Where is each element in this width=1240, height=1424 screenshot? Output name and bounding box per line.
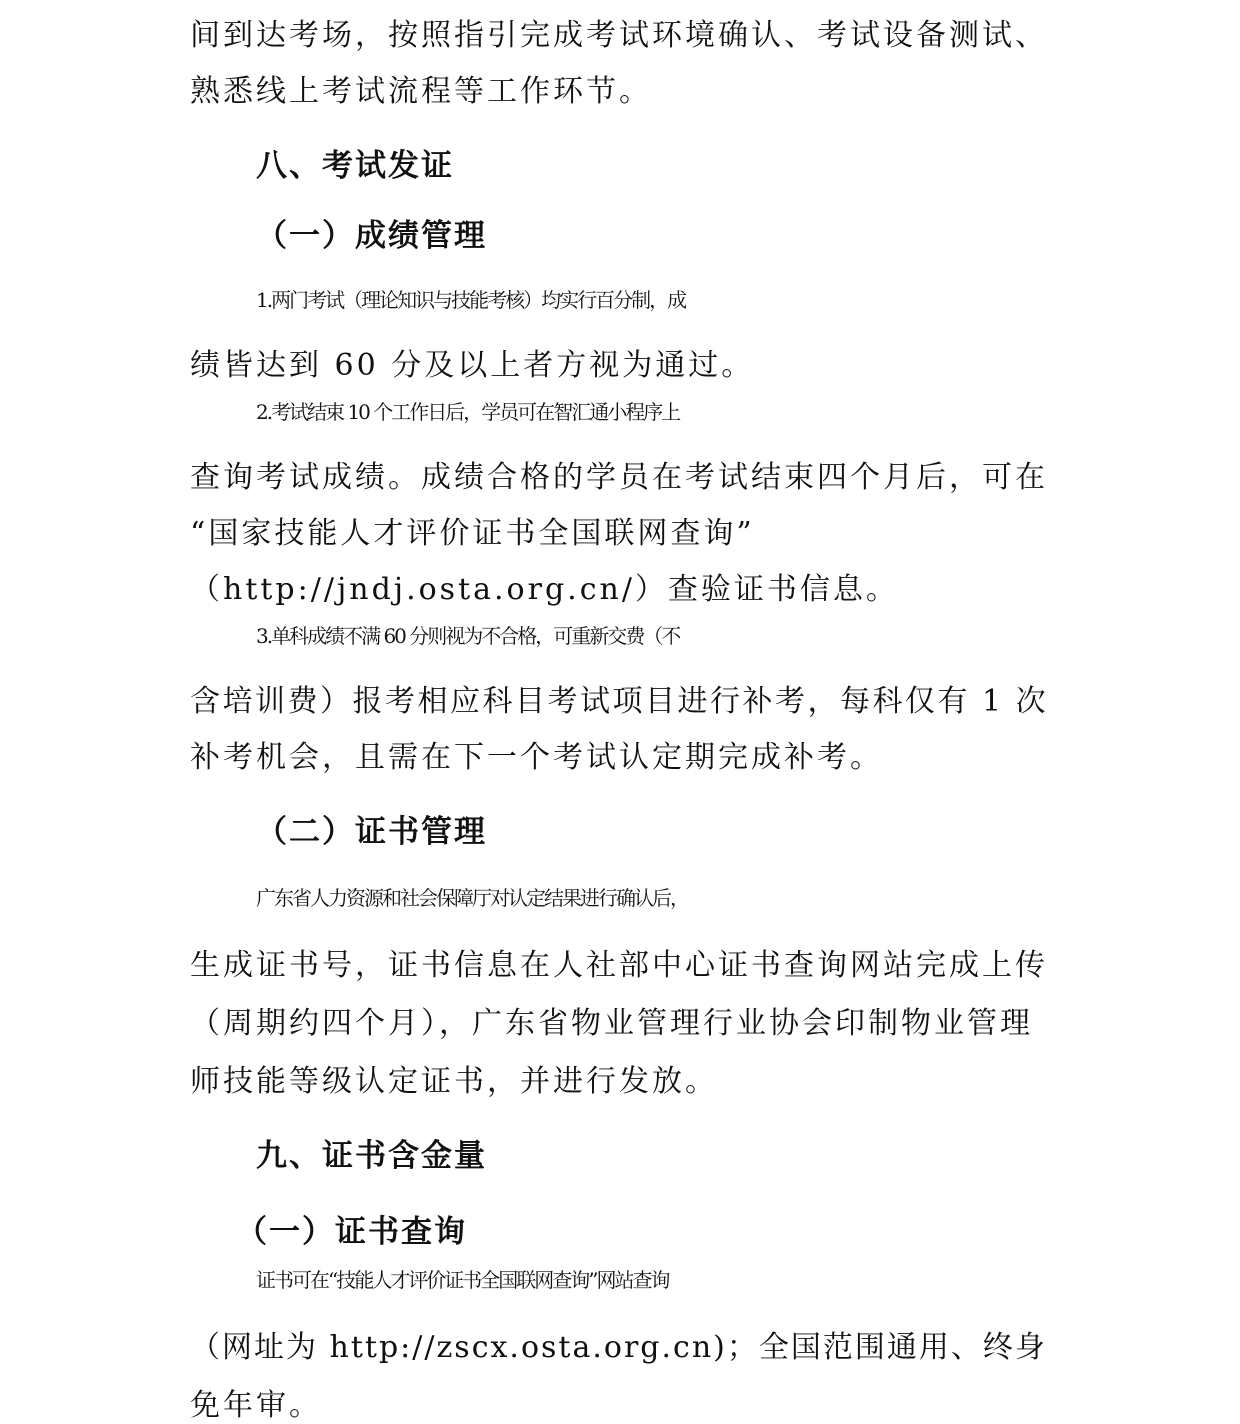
subsection-heading: （一）证书查询 (236, 1214, 467, 1250)
body-line: （周期约四个月），广东省物业管理行业协会印制物业管理 (190, 1006, 1033, 1041)
body-line: 查询考试成绩。成绩合格的学员在考试结束四个月后，可在 (190, 460, 1048, 495)
subsection-heading: （一）成绩管理 (256, 218, 487, 254)
body-line: 熟悉线上考试流程等工作环节。 (190, 74, 652, 109)
body-line: 1.两门考试（理论知识与技能考核）均实行百分制，成 (256, 288, 686, 312)
body-line: 补考机会，且需在下一个考试认定期完成补考。 (190, 740, 883, 775)
body-line: 师技能等级认定证书，并进行发放。 (190, 1064, 718, 1099)
section-heading: 八、考试发证 (256, 148, 454, 184)
body-line: 间到达考场，按照指引完成考试环境确认、考试设备测试、 (190, 18, 1048, 53)
body-line: （http://jndj.osta.org.cn/）查验证书信息。 (190, 572, 899, 607)
body-line: 证书可在“技能人才评价证书全国联网查询”网站查询 (256, 1268, 669, 1292)
section-heading: 九、证书含金量 (256, 1138, 487, 1174)
body-line: 含培训费）报考相应科目考试项目进行补考，每科仅有 1 次 (190, 684, 1049, 719)
subsection-heading: （二）证书管理 (256, 814, 487, 850)
body-line: 广东省人力资源和社会保障厅对认定结果进行确认后， (256, 886, 688, 910)
body-line: 3.单科成绩不满 60 分则视为不合格，可重新交费（不 (256, 624, 680, 648)
body-line: “国家技能人才评价证书全国联网查询” (190, 516, 755, 551)
body-line: 2.考试结束 10 个工作日后，学员可在智汇通小程序上 (256, 400, 680, 424)
body-line: （网址为 http://zscx.osta.org.cn)；全国范围通用、终身 (190, 1330, 1047, 1365)
body-line: 免年审。 (190, 1388, 322, 1423)
body-line: 生成证书号，证书信息在人社部中心证书查询网站完成上传 (190, 948, 1048, 983)
body-line: 绩皆达到 60 分及以上者方视为通过。 (190, 348, 755, 383)
